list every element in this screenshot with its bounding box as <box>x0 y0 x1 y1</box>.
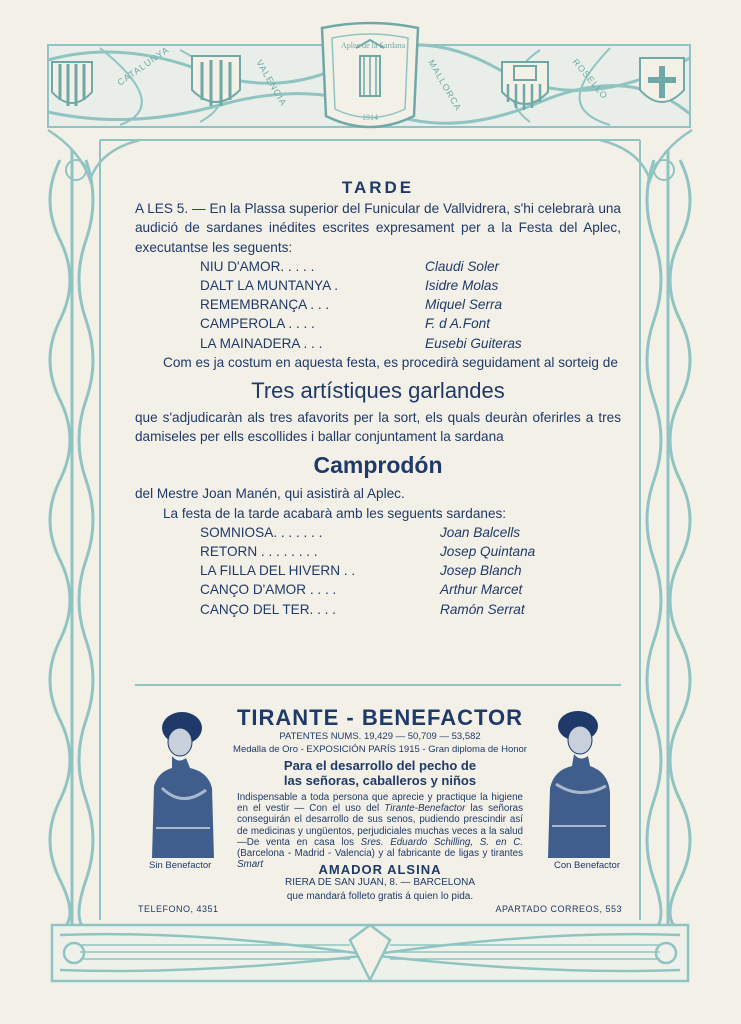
piece-author: Ramón Serrat <box>440 601 525 617</box>
piece-title: REMEMBRANÇA . . . <box>200 297 330 313</box>
caption-without: Sin Benefactor <box>149 860 212 871</box>
ad-address: RIERA DE SAN JUAN, 8. — BARCELONA <box>284 877 476 888</box>
aplec-seal <box>322 23 418 127</box>
afternoon-program <box>135 178 621 619</box>
region-label-mallorca: MALLORCA <box>426 58 464 113</box>
ad-body-product: Tirante-Benefactor <box>384 803 466 815</box>
ad-title: TIRANTE - BENEFACTOR <box>236 705 524 730</box>
list-item <box>200 276 621 295</box>
piece-title: CANÇO DEL TER. . . . <box>200 601 336 617</box>
ad-body-text: (Barcelona - Madrid - Valencia) y al fabricante de ligas y tirantes <box>237 848 523 860</box>
ad-po-box: APARTADO CORREOS, 553 <box>495 904 622 914</box>
ad-body-seller: Sres. Eduardo Schilling, S. en C. <box>360 836 523 848</box>
list-item <box>200 542 621 561</box>
piece-author: Miquel Serra <box>425 297 503 313</box>
piece-author: Josep Blanch <box>440 563 522 579</box>
composer-line: del Mestre Joan Manén, qui asistirà al Aplec. <box>135 486 405 502</box>
piece-author: Josep Quintana <box>440 544 536 560</box>
ad-manufacturer: AMADOR ALSINA <box>318 862 442 877</box>
program-list-1 <box>200 257 621 353</box>
piece-author: Joan Balcells <box>440 524 521 540</box>
region-label-rosello: ROSELLO <box>570 56 610 102</box>
intro-paragraph: A LES 5. — En la Plassa superior del Funicular de Vallvidrera, s'hi celebrarà una audició de sardanes inédites escrites expresament per a la Festa del Aplec, executantse les seguents: <box>135 201 621 255</box>
piece-title: CAMPEROLA . . . . <box>200 316 315 332</box>
region-label-valencia: VALENCIA <box>254 58 289 108</box>
garlands-paragraph: que s'adjudicaràn als tres afavorits per la sort, els quals deuràn oferirles a tres damiseles per ells escollides i ballar conjuntament la sardana <box>135 410 621 445</box>
bottom-panel <box>52 925 688 981</box>
left-border <box>48 130 140 930</box>
custom-paragraph: Com es ja costum en aquesta festa, es procedirà seguidament al sorteig de <box>163 354 618 370</box>
woman-figure-without-icon <box>142 708 220 858</box>
piece-title: LA FILLA DEL HIVERN . . <box>200 563 356 579</box>
piece-title: RETORN . . . . . . . . <box>200 544 318 560</box>
ad-body-text: Indispensable a toda persona que aprecie y practique la higiene en el vestir — Con el uso del <box>237 792 523 815</box>
region-label-catalunya: CATALUNYA <box>115 44 172 88</box>
ad-medal: Medalla de Oro - EXPOSICIÓN PARÍS 1915 - Gran diploma de Honor <box>233 744 527 755</box>
ad-divider <box>135 684 621 686</box>
section-title: TARDE <box>341 178 415 197</box>
list-item <box>200 580 621 599</box>
tirante-advertisement <box>140 700 620 922</box>
piece-author: Claudi Soler <box>425 258 500 274</box>
piece-author: Eusebi Guiteras <box>425 335 522 351</box>
piece-author: F. d A.Font <box>425 316 490 332</box>
list-item <box>200 295 621 314</box>
list-item <box>200 600 621 619</box>
piece-title: SOMNIOSA. . . . . . . <box>200 524 323 540</box>
list-item <box>200 523 621 542</box>
piece-author: Isidre Molas <box>425 278 499 294</box>
piece-author: Arthur Marcet <box>440 582 523 598</box>
ad-patents: PATENTES NUMS. 19,429 — 50,709 — 53,582 <box>279 731 481 742</box>
list-item <box>200 257 621 276</box>
list-item <box>200 561 621 580</box>
closing-line: La festa de la tarde acabarà amb les seguents sardanes: <box>163 505 507 521</box>
ad-slogan <box>235 758 525 788</box>
seal-text: Aplec de la Sardana <box>341 41 406 50</box>
garlands-heading: Tres artístiques garlandes <box>251 378 505 404</box>
ad-telephone: TELEFONO, 4351 <box>138 904 219 914</box>
ad-brochure-note: que mandará folleto gratis á quien lo pida. <box>286 891 474 902</box>
piece-title: CANÇO D'AMOR . . . . <box>200 582 337 598</box>
piece-title: NIU D'AMOR. . . . . <box>200 258 315 274</box>
camprodon-heading: Camprodón <box>313 452 443 479</box>
rosello-shield-icon <box>640 58 684 102</box>
ad-body <box>237 792 523 870</box>
piece-title: DALT LA MUNTANYA . <box>200 278 338 294</box>
ad-slogan-line-2: las señoras, caballeros y niños <box>283 773 477 788</box>
caption-with: Con Benefactor <box>553 860 620 871</box>
program-list-2 <box>200 523 621 619</box>
list-item <box>200 334 621 353</box>
seal-year: 1914 <box>362 113 378 122</box>
ad-slogan-line-1: Para el desarrollo del pecho de <box>283 758 477 773</box>
piece-title: LA MAINADERA . . . <box>200 335 323 351</box>
ad-body-text: las señoras conseguirán el desarrollo de sus senos, pudiendo prescindir así de medicinas y ungüentos, perjudiciales muchas veces a la salud—De venta en casa los <box>237 803 523 848</box>
woman-figure-with-icon <box>540 708 618 858</box>
ad-body-brand: Smart <box>237 859 264 871</box>
list-item <box>200 314 621 333</box>
